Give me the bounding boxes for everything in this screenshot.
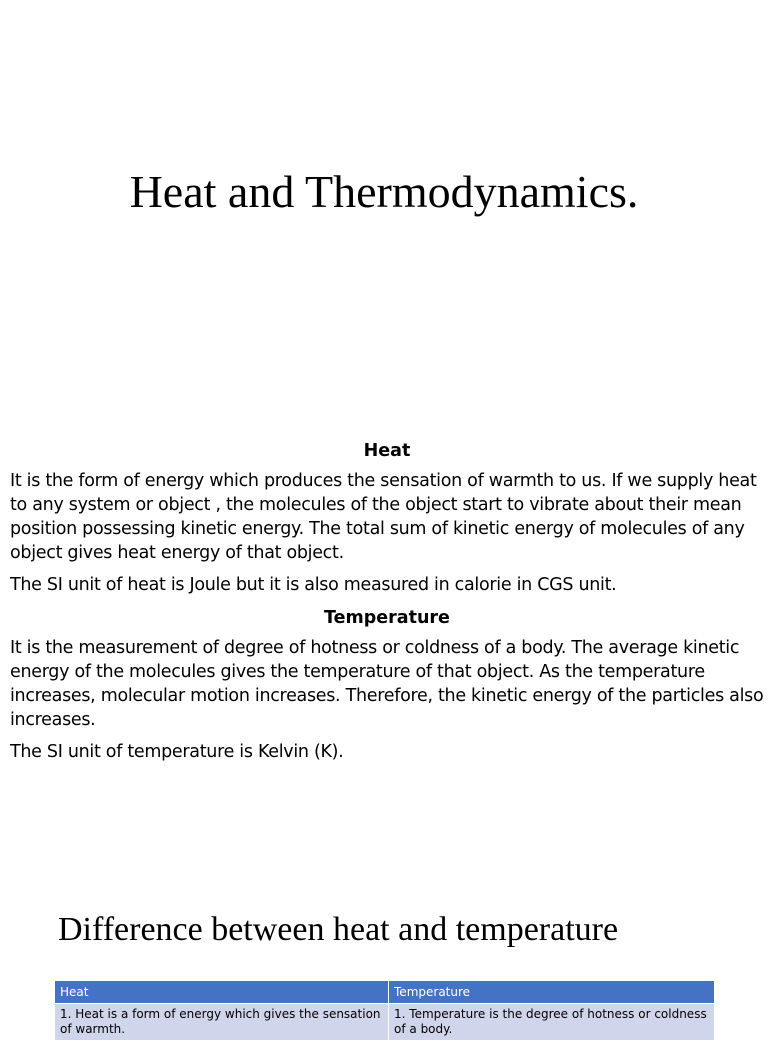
temperature-unit-paragraph: The SI unit of temperature is Kelvin (K). [10,742,344,762]
difference-title: Difference between heat and temperature [58,911,619,948]
comparison-table [54,980,715,1041]
header-temperature: Temperature [389,981,715,1004]
table-cell-temperature: 1. Temperature is the degree of hotness or coldness of a body. [389,1004,715,1041]
table-row [55,1004,715,1041]
temperature-heading: Temperature [324,608,450,628]
heat-paragraph: It is the form of energy which produces the sensation of warmth to us. If we supply heat to any system or object , the molecules of the object start to vibrate about their mean position possessing kinetic energy. The total sum of kinetic energy of molecules of any object gives heat energy of that object. [10,471,757,563]
main-title: Heat and Thermodynamics. [129,166,639,217]
difference-slide [0,880,768,1036]
definitions-content [10,438,764,772]
header-heat: Heat [55,981,389,1004]
title-slide [0,0,768,420]
temperature-paragraph: It is the measurement of degree of hotness or coldness of a body. The average kinetic energy of the molecules gives the temperature of that object. As the temperature increases, molecular motion increases. Therefore, the kinetic energy of the particles also increases. [10,638,764,730]
heat-unit-paragraph: The SI unit of heat is Joule but it is also measured in calorie in CGS unit. [10,575,617,595]
table-header-row [55,981,715,1004]
definitions-slide [0,420,768,880]
table-cell-heat: 1. Heat is a form of energy which gives the sensation of warmth. [55,1004,389,1041]
heat-heading: Heat [363,441,411,461]
